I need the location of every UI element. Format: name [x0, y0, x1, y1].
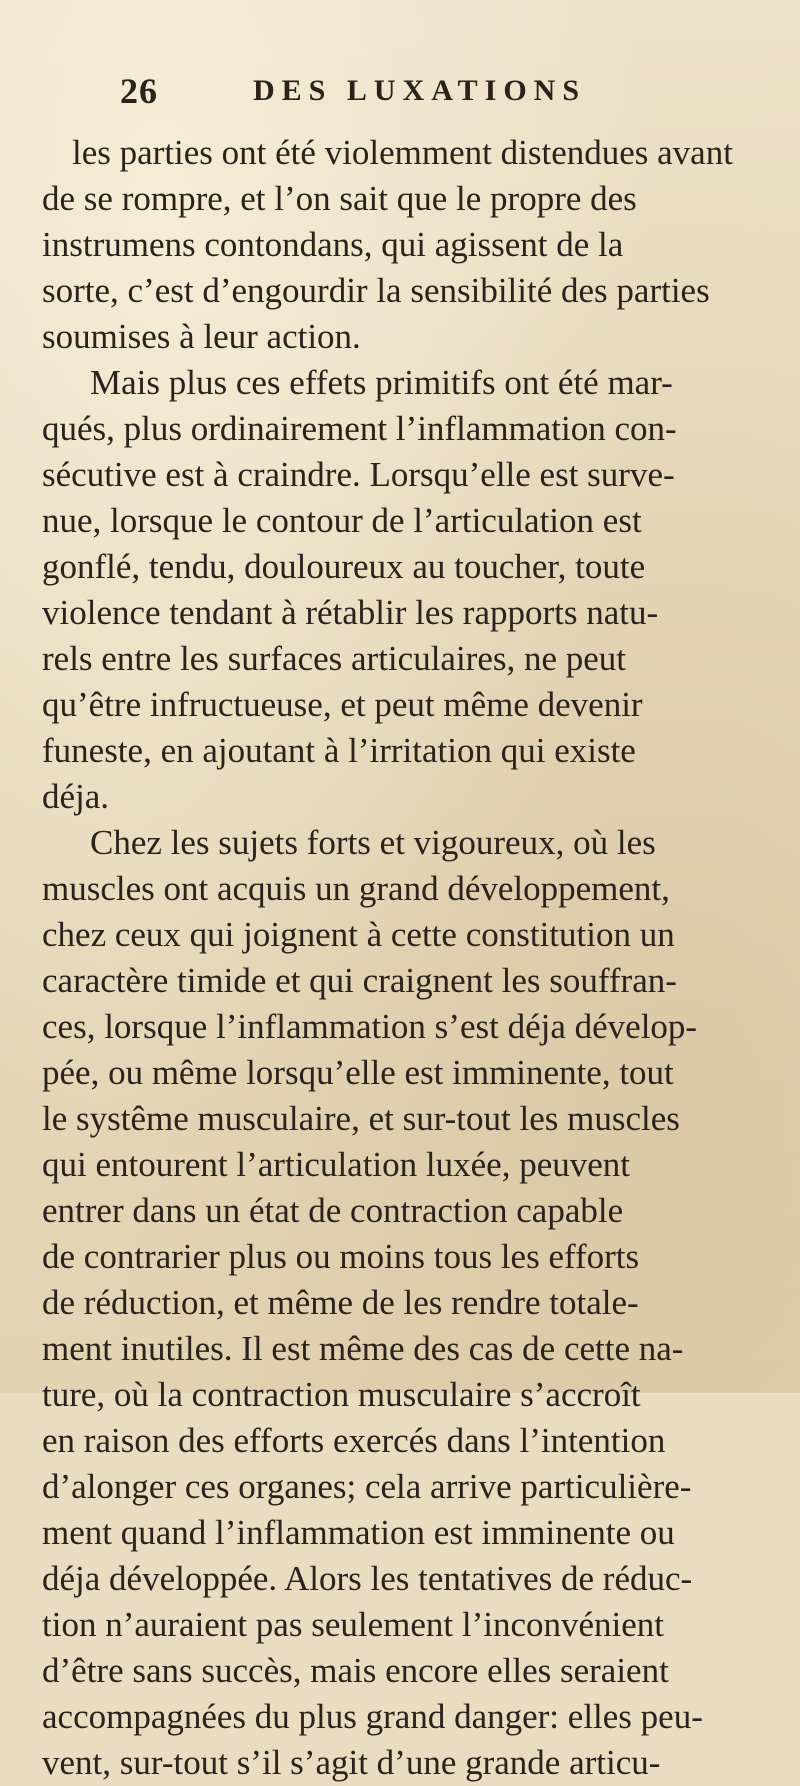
text-line: nue, lorsque le contour de l’articulation est: [42, 501, 642, 540]
page-header: [120, 70, 680, 114]
text-line: muscles ont acquis un grand développement,: [42, 869, 670, 908]
text-line: vent, sur-tout s’il s’agit d’une grande articu-: [42, 1743, 661, 1782]
text-line: soumises à leur action.: [42, 317, 361, 356]
text-line: ture, où la contraction musculaire s’accroît: [42, 1375, 641, 1414]
text-line: en raison des efforts exercés dans l’intention: [42, 1421, 666, 1460]
text-line: chez ceux qui joignent à cette constitution un: [42, 915, 675, 954]
text-line: déja développée. Alors les tentatives de réduc-: [42, 1559, 693, 1598]
text-line: sécutive est à craindre. Lorsqu’elle est surve-: [42, 455, 675, 494]
text-line: pée, ou même lorsqu’elle est imminente, tout: [42, 1053, 674, 1092]
text-line: rels entre les surfaces articulaires, ne peut: [42, 639, 627, 678]
text-line: le systême musculaire, et sur-tout les muscles: [42, 1099, 680, 1138]
text-line: qui entourent l’articulation luxée, peuvent: [42, 1145, 630, 1184]
paragraph-first-line: Mais plus ces effets primitifs ont été mar-: [90, 363, 673, 402]
text-line: ment inutiles. Il est même des cas de cette na-: [42, 1329, 684, 1368]
text-line: qu’être infructueuse, et peut même devenir: [42, 685, 643, 724]
text-line: instrumens contondans, qui agissent de la: [42, 225, 624, 264]
body-text: [42, 130, 770, 1786]
text-line: de se rompre, et l’on sait que le propre des: [42, 179, 637, 218]
text-line: déja.: [42, 777, 110, 816]
text-line: de contrarier plus ou moins tous les efforts: [42, 1237, 640, 1276]
page-number: 26: [120, 71, 158, 111]
text-line: ment quand l’inflammation est imminente ou: [42, 1513, 675, 1552]
text-line: funeste, en ajoutant à l’irritation qui existe: [42, 731, 636, 770]
text-line: gonflé, tendu, douloureux au toucher, toute: [42, 547, 646, 586]
text-line: violence tendant à rétablir les rapports natu-: [42, 593, 659, 632]
text-line: tion n’auraient pas seulement l’inconvénient: [42, 1605, 665, 1644]
text-line: les parties ont été violemment distendues avant: [72, 133, 733, 172]
text-line: sorte, c’est d’engourdir la sensibilité des parties: [42, 271, 710, 310]
running-head: DES LUXATIONS: [253, 74, 587, 107]
text-line: entrer dans un état de contraction capable: [42, 1191, 624, 1230]
text-line: ces, lorsque l’inflammation s’est déja dévelop-: [42, 1007, 698, 1046]
text-line: d’alonger ces organes; cela arrive particulière-: [42, 1467, 692, 1506]
text-line: caractère timide et qui craignent les souffran-: [42, 961, 677, 1000]
text-line: d’être sans succès, mais encore elles seraient: [42, 1651, 669, 1690]
text-line: qués, plus ordinairement l’inflammation con-: [42, 409, 677, 448]
text-line: accompagnées du plus grand danger: elles peu-: [42, 1697, 703, 1736]
text-line: de réduction, et même de les rendre totale-: [42, 1283, 639, 1322]
paragraph-first-line: Chez les sujets forts et vigoureux, où les: [90, 823, 656, 862]
